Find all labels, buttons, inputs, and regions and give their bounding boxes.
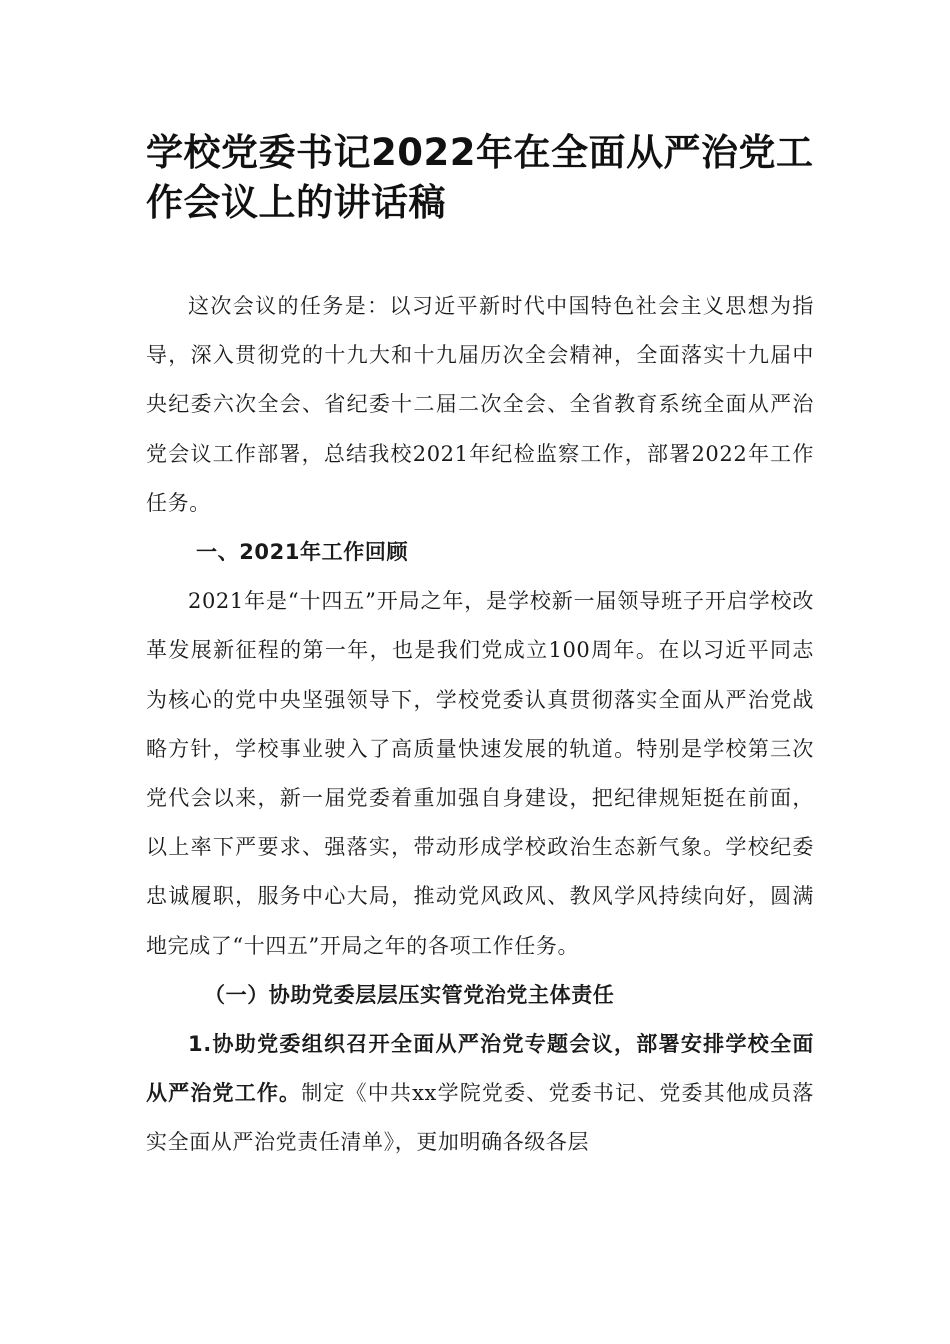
intro-paragraph: 这次会议的任务是：以习近平新时代中国特色社会主义思想为指导，深入贯彻党的十九大和十九届历次全会精神，全面落实十九届中央纪委六次全会、省纪委十二届二次全会、全省教育系统全面从严治党会议工作部署，总结我校2021年纪检监察工作，部署2022年工作任务。 (146, 294, 814, 515)
section-heading-work-review: 一、2021年工作回顾 (196, 540, 409, 565)
document-body (146, 282, 814, 1168)
subsection-heading-party-responsibility: （一）协助党委层层压实管党治党主体责任 (204, 982, 615, 1007)
document-title: 学校党委书记2022年在全面从严治党工作会议上的讲话稿 (146, 131, 814, 224)
work-review-paragraph: 2021年是“十四五”开局之年，是学校新一届领导班子开启学校改革发展新征程的第一年，也是我们党成立100周年。在以习近平同志为核心的党中央坚强领导下，学校党委认真贯彻落实全面从严治党战略方针，学校事业驶入了高质量快速发展的轨道。特别是学校第三次党代会以来，新一届党委着重加强自身建设，把纪律规矩挺在前面，以上率下严要求、强落实，带动形成学校政治生态新气象。学校纪委忠诚履职，服务中心大局，推动党风政风、教风学风持续向好，圆满地完成了“十四五”开局之年的各项工作任务。 (146, 589, 814, 958)
item-1-text: 制定《中共xx学院党委、党委书记、党委其他成员落实全面从严治党责任清单》，更加明确各级各层 (146, 1081, 814, 1155)
item-1-paragraph (146, 1020, 814, 1168)
item-1-lead: 1.协助党委组织召开全面从严治党专题会议，部署安排学校全面从严治党工作。 (146, 1032, 814, 1106)
